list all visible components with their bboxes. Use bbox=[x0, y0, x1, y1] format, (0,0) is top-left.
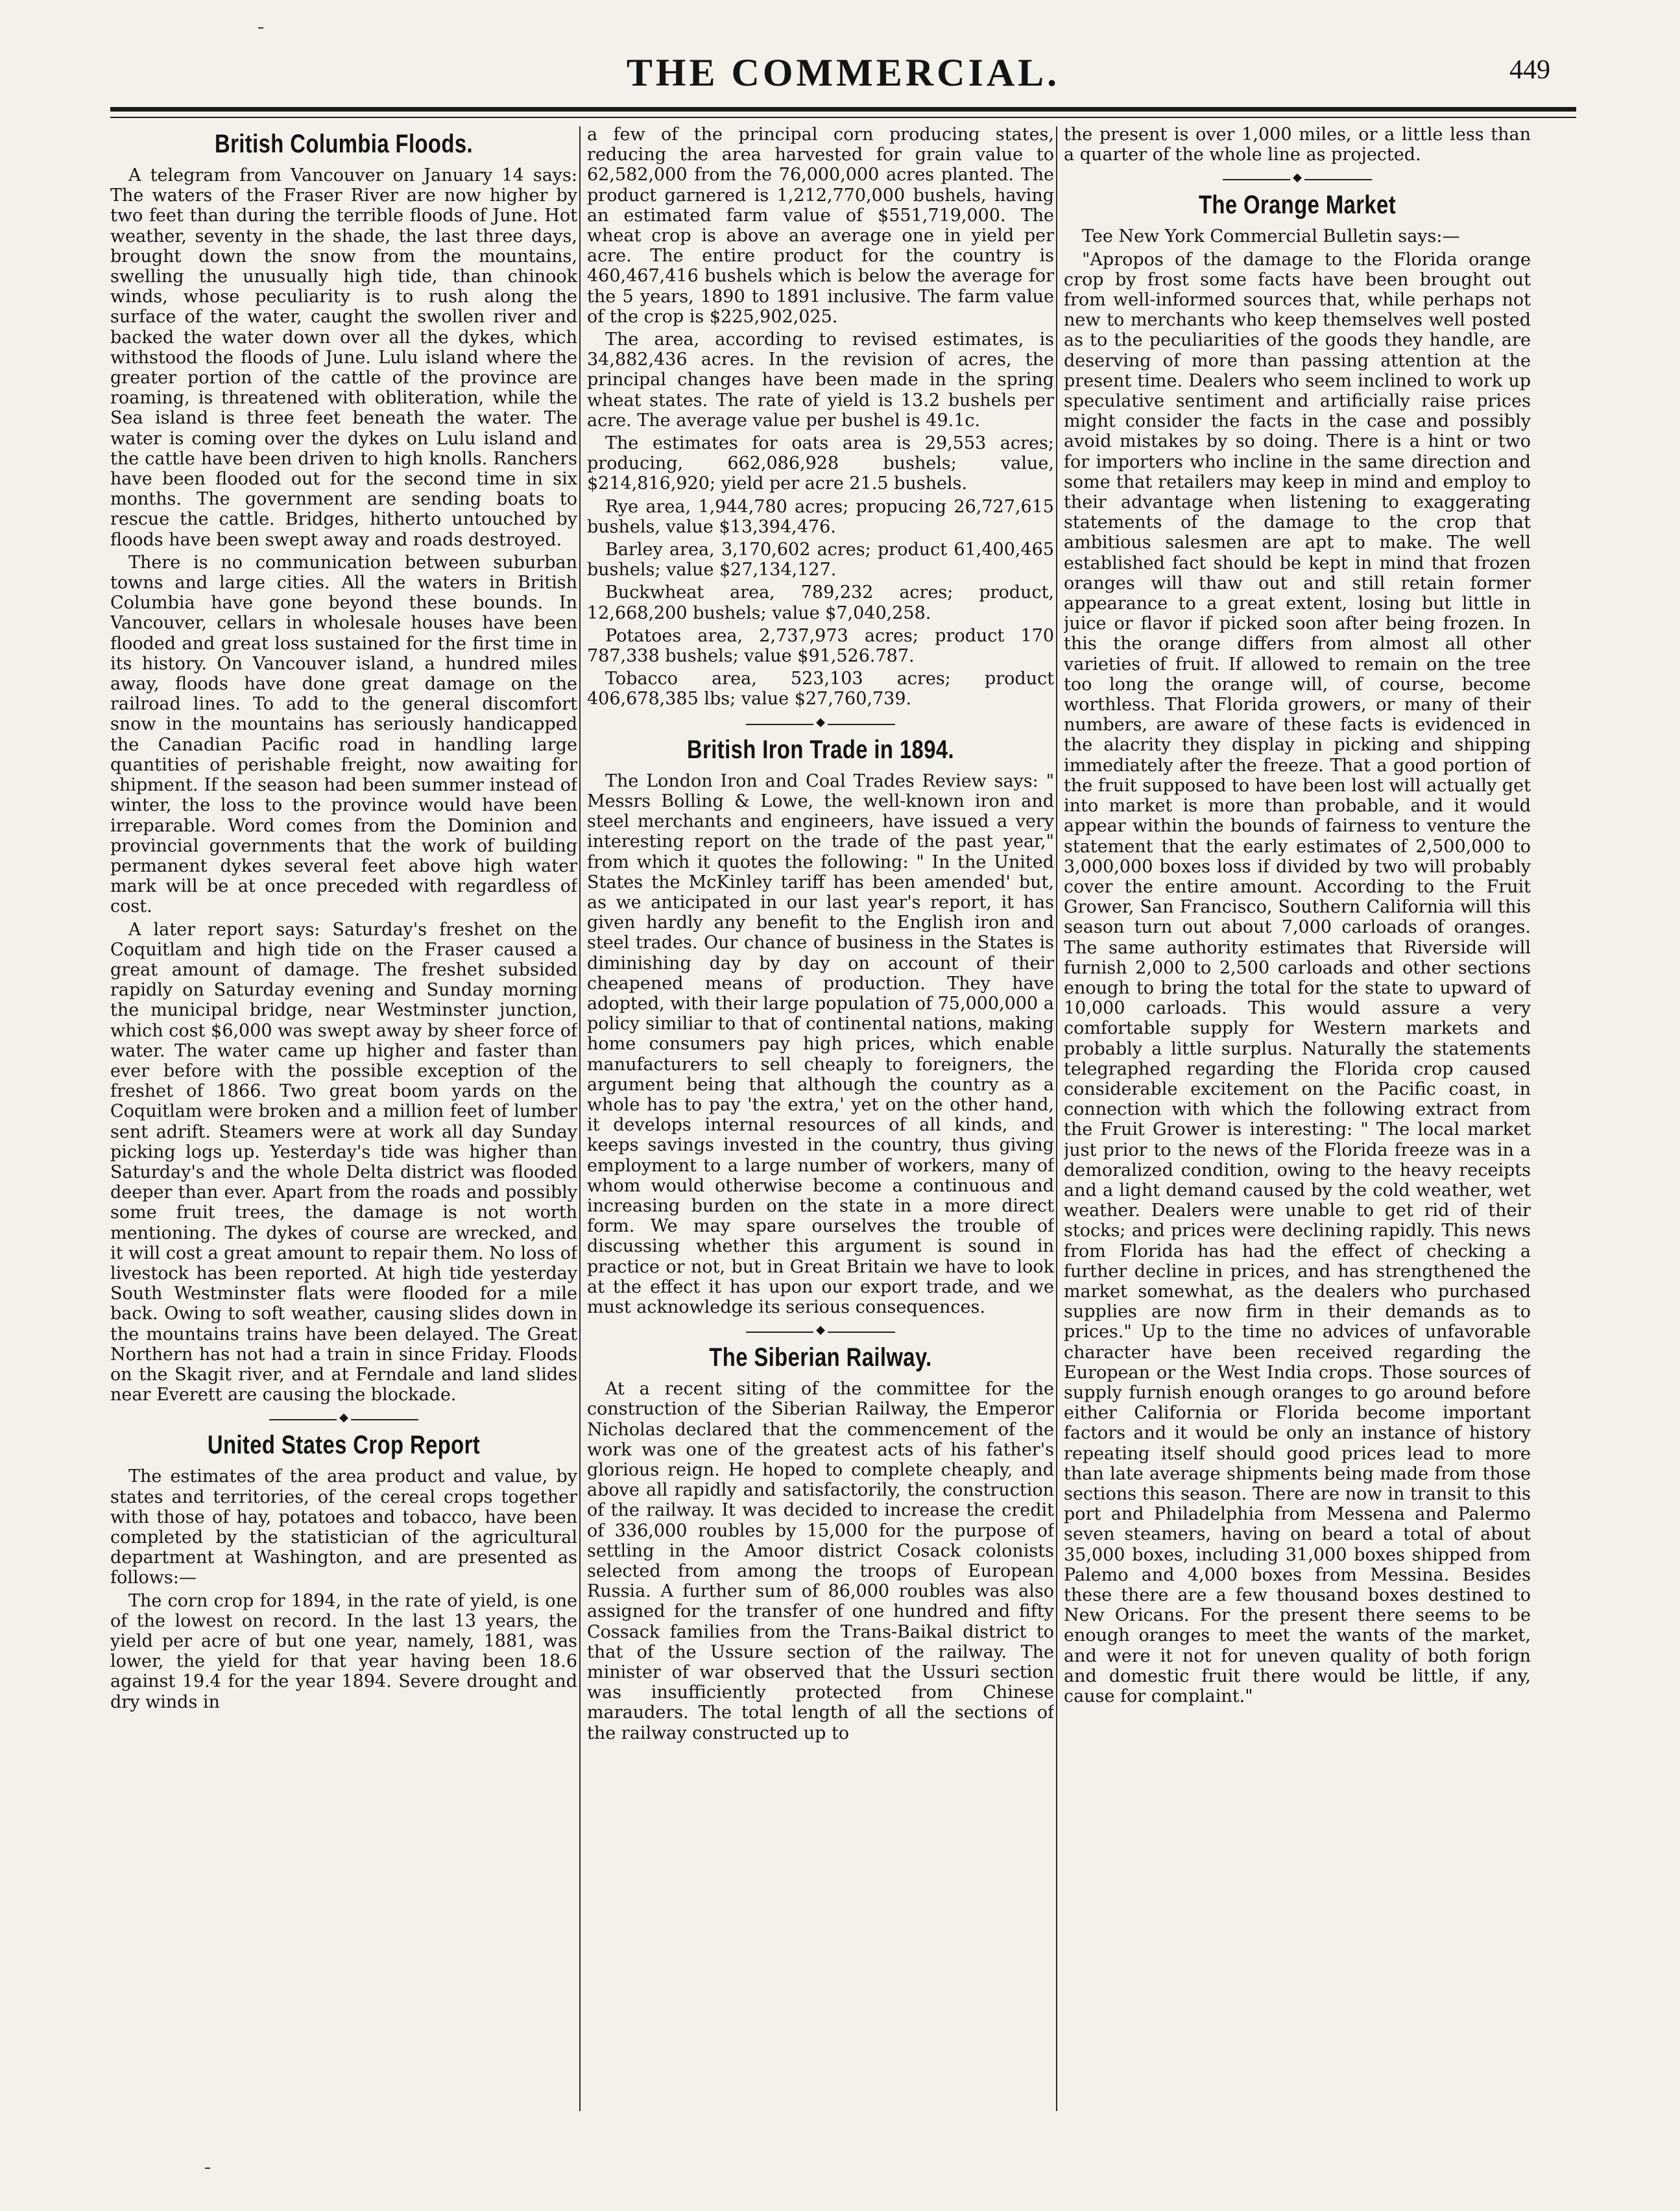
column-2 bbox=[587, 125, 1054, 2135]
article-paragraph: Potatoes area, 2,737,973 acres; product 170 787,338 bushels; value $91,526.787. bbox=[587, 625, 1054, 667]
section-separator bbox=[269, 1419, 418, 1420]
article-paragraph: a few of the principal corn producing states, reducing the area harvested for grain value to 62,582,000 from the 76,000,000 acres planted. The product garnered is 1,212,770,000 bushels, having an estimated farm value of $551,719,000. The wheat crop is above an average one in yield per acre. The entire product for the country is 460,467,416 bushels which is below the average for the 5 years, 1890 to 1891 inclusive. The farm value of the crop is $225,902,025. bbox=[587, 125, 1054, 327]
column-3 bbox=[1064, 125, 1531, 2135]
section-separator bbox=[746, 724, 895, 725]
print-mark bbox=[258, 27, 263, 29]
article-paragraph: "Apropos of the damage to the Florida orange crop by frost some facts have been brought out from well-informed sources that, while perhaps not new to merchants who keep themselves well posted as to the peculiarities of the goods they handle, are deserving of more than passing attention at the present time. Dealers who seem inclined to work up speculative sentiment and artificially raise prices might consider the facts in the case and possibly avoid mistakes by so doing. There is a hint or two for importers who incline in the same direction and some that retailers may keep in mind and employ to their advantage when listening to exaggerating statements of the damage to the crop that ambitious salesmen are apt to make. The well established fact should be kept in mind that frozen oranges will thaw out and still retain former appearance to a great extent, losing but little in juice or flavor if picked soon after being frozen. In this the orange differs from almost all other varieties of fruit. If allowed to remain on the tree too long the orange will, of course, become worthless. That Florida growers, or many of their numbers, are aware of these facts is evidenced in the alacrity they display in picking and shipping immediately after the freeze. That a good portion of the fruit supposed to have been lost will actually get into market is more than probable, and it would appear within the bounds of fairness to venture the statement that the early estimates of 2,500,000 to 3,000,000 boxes loss if divided by two will probably cover the entire amount. According to the Fruit Grower, San Francisco, Southern California will this season turn out about 7,000 carloads of oranges. The same authority estimates that Riverside will furnish 2,000 to 2,500 carloads and other sections enough to bring the total for the state to upward of 10,000 carloads. This would assure a very comfortable supply for Western markets and probably a little surplus. Naturally the statements telegraphed regarding the Florida crop caused considerable excitement on the Pacific coast, in connection with which the following extract from the Fruit Grower is interesting: " The local market just prior to the news of the Florida freeze was in a demoralized condition, owing to the heavy receipts and a light demand caused by the cold weather, wet weather. Dealers were unable to get rid of their stocks; and prices were declining rapidly. This news from Florida has had the effect of checking a further decline in prices, and has strengthened the market somewhat, as the dealers who purchased supplies are now firm in their demands as to prices." Up to the time no advices of unfavorable character have been received regarding the European or the West India crops. Those sources of supply furnish enough oranges to go around before either California or Florida become important factors and it would be only an instance of history repeating itself should good prices lead to more than late average shipments being made from those sections this season. There are now in transit to this port and Philadelphia from Messena and Palermo seven steamers, having on beard a total of about 35,000 boxes, including 31,000 boxes shipped from Palemo and 4,000 boxes from Messina. Besides these there are a few thousand boxes destined to New Oricans. For the present there seems to be enough oranges to meet the wants of the market, and were it not for uneven quality of both forign and domestic fruit there would be little, if any, cause for complaint." bbox=[1064, 249, 1531, 1707]
article-title: The Orange Market bbox=[1198, 191, 1397, 220]
article-paragraph: The London Iron and Coal Trades Review says: " Messrs Bolling & Lowe, the well-known iron and steel merchants and engineers, have issued a very interesting report on the trade of the past year," from which it quotes the following: " In the United States the McKinley tariff has been amended' but, as we anticipated in our last year's report, it has given hardly any benefit to the English iron and steel trades. Our chance of business in the States is diminishing day by day on account of their cheapened means of production. They have adopted, with their large population of 75,000,000 a policy similiar to that of continental nations, making home consumers pay high prices, which enable manufacturers to sell cheaply to foreigners, the argument being that although the country as a whole has to pay 'the extra,' yet on the other hand, it develops internal resources of all kinds, and keeps savings invested in the country, thus giving employment to a large number of workers, many of whom would otherwise become a continuous and increasing burden on the state in a more direct form. We may spare ourselves the trouble of discussing whether this argument is sound in practice or not, but in Great Britain we have to look at the effect it has upon our export trade, and we must acknowledge its serious consequences. bbox=[587, 771, 1054, 1317]
page-number: 449 bbox=[1509, 55, 1550, 85]
article-paragraph: The corn crop for 1894, in the rate of yield, is one of the lowest on record. In the last 13 years, the yield per acre of but one year, namely, 1881, was lower, the yield for that year having been 18.6 against 19.4 for the year 1894. Severe drought and dry winds in bbox=[110, 1590, 577, 1712]
article-paragraph: Barley area, 3,170,602 acres; product 61,400,465 bushels; value $27,134,127. bbox=[587, 540, 1054, 580]
article-paragraph: A later report says: Saturday's freshet on the Coquitlam and high tide on the Fraser caused a great amount of damage. The freshet subsided rapidly on Saturday evening and Sunday morning the municipal bridge, near Westminster junction, which cost $6,000 was swept away by sheer force of water. The water came up higher and faster than ever before with the possible exception of the freshet of 1866. Two great boom yards on the Coquitlam were broken and a million feet of lumber sent adrift. Steamers were at work all day Sunday picking logs up. Yesterday's tide was higher than Saturday's and the whole Delta district was flooded deeper than ever. Apart from the roads and possibly some fruit trees, the damage is not worth mentioning. The dykes of course are wrecked, and it will cost a great amount to repair them. No loss of livestock has been reported. At high tide yesterday South Westminster flats were flooded for a mile back. Owing to soft weather, causing slides down in the mountains trains have been delayed. The Great Northern has not had a train in since Friday. Floods on the Skagit river, and at Ferndale and land slides near Everett are causing the blockade. bbox=[110, 919, 577, 1405]
article-paragraph: the present is over 1,000 miles, or a little less than a quarter of the whole line as projected. bbox=[1064, 125, 1531, 165]
article-paragraph: At a recent siting of the committee for the construction of the Siberian Railway, the Emperor Nicholas declared that the commencement of the work was one of the greatest acts of his father's glorious reign. He hoped to complete cheaply, and above all rapidly and satisfactorily, the construction of the railway. It was decided to increase the credit of 336,000 roubles by 15,000 for the purpose of settling in the Amoor district Cosack colonists selected from among the troops of European Russia. A further sum of 86,000 roubles was also assigned for the transfer of one hundred and fifty Cossack families from the Trans-Baikal district to that of the Ussure section of the railway. The minister of war observed that the Ussuri section was insufficiently protected from Chinese marauders. The total length of all the sections of the railway constructed up to bbox=[587, 1379, 1054, 1743]
column-1 bbox=[110, 125, 577, 2135]
article-title: British Columbia Floods. bbox=[215, 130, 473, 158]
column-divider bbox=[579, 126, 581, 2111]
article-paragraph: The estimates of the area product and value, by states and territories, of the cereal crops together with those of hay, potatoes and tobacco, have been completed by the statistician of the agricultural department at Washington, and are presented as follows:— bbox=[110, 1466, 577, 1588]
article-paragraph: The estimates for oats area is 29,553 acres; producing, 662,086,928 bushels; value, $214,816,920; yield per acre 21.5 bushels. bbox=[587, 433, 1054, 494]
section-separator bbox=[1223, 179, 1372, 180]
masthead bbox=[110, 51, 1576, 96]
column-divider bbox=[1056, 126, 1057, 2111]
header-rule-thin bbox=[110, 117, 1576, 118]
article-paragraph: A telegram from Vancouver on January 14 says: The waters of the Fraser River are now higher by two feet than during the terrible floods of June. Hot weather, seventy in the shade, the last three days, brought down the snow from the mountains, swelling the unusually high tide, than chinook winds, whose peculiarity is to rush along the surface of the water, caught the swollen river and backed the water down over all the dykes, which withstood the floods of June. Lulu island where the greater portion of the cattle of the province are roaming, is threatened with obliteration, while the Sea island is three feet beneath the water. The water is coming over the dykes on Lulu island and the cattle have been driven to high knolls. Ranchers have been flooded out for the second time in six months. The government are sending boats to rescue the cattle. Bridges, hitherto untouched by floods have been swept away and roads destroyed. bbox=[110, 165, 577, 550]
section-separator bbox=[746, 1332, 895, 1333]
print-mark bbox=[205, 2168, 210, 2169]
article-paragraph: Tobacco area, 523,103 acres; product 406,678,385 lbs; value $27,760,739. bbox=[587, 669, 1054, 710]
article-paragraph: There is no communication between suburban towns and large cities. All the waters in British Columbia have gone beyond these bounds. In Vancouver, cellars in wholesale houses have been flooded and great loss sustained for the first time in its history. On Vancouver island, a hundred miles away, floods have done great damage on the railroad lines. To add to the general discomfort snow in the mountains has seriously handicapped the Canadian Pacific road in handling large quantities of perishable freight, now awaiting for shipment. If the season had been summer instead of winter, the loss to the province would have been irreparable. Word comes from the Dominion and provincial governments that the work of building permanent dykes several feet above high water mark will be at once preceded with regardless of cost. bbox=[110, 552, 577, 917]
newspaper-title: THE COMMERCIAL. bbox=[626, 51, 1061, 94]
article-paragraph: The area, according to revised estimates, is 34,882,436 acres. In the revision of acres, the principal changes have been made in the spring wheat states. The rate of yield is 13.2 bushels per acre. The average value per bushel is 49.1c. bbox=[587, 329, 1054, 431]
header-rule-thick bbox=[110, 107, 1576, 112]
article-paragraph: Rye area, 1,944,780 acres; propucing 26,727,615 bushels, value $13,394,476. bbox=[587, 496, 1054, 537]
article-title: United States Crop Report bbox=[207, 1431, 481, 1460]
article-title: The Siberian Railway. bbox=[709, 1343, 932, 1372]
article-paragraph: Tee New York Commercial Bulletin says:— bbox=[1082, 226, 1460, 247]
article-title: British Iron Trade in 1894. bbox=[686, 735, 955, 764]
article-paragraph: Buckwheat area, 789,232 acres; product, 12,668,200 bushels; value $7,040,258. bbox=[587, 582, 1054, 623]
